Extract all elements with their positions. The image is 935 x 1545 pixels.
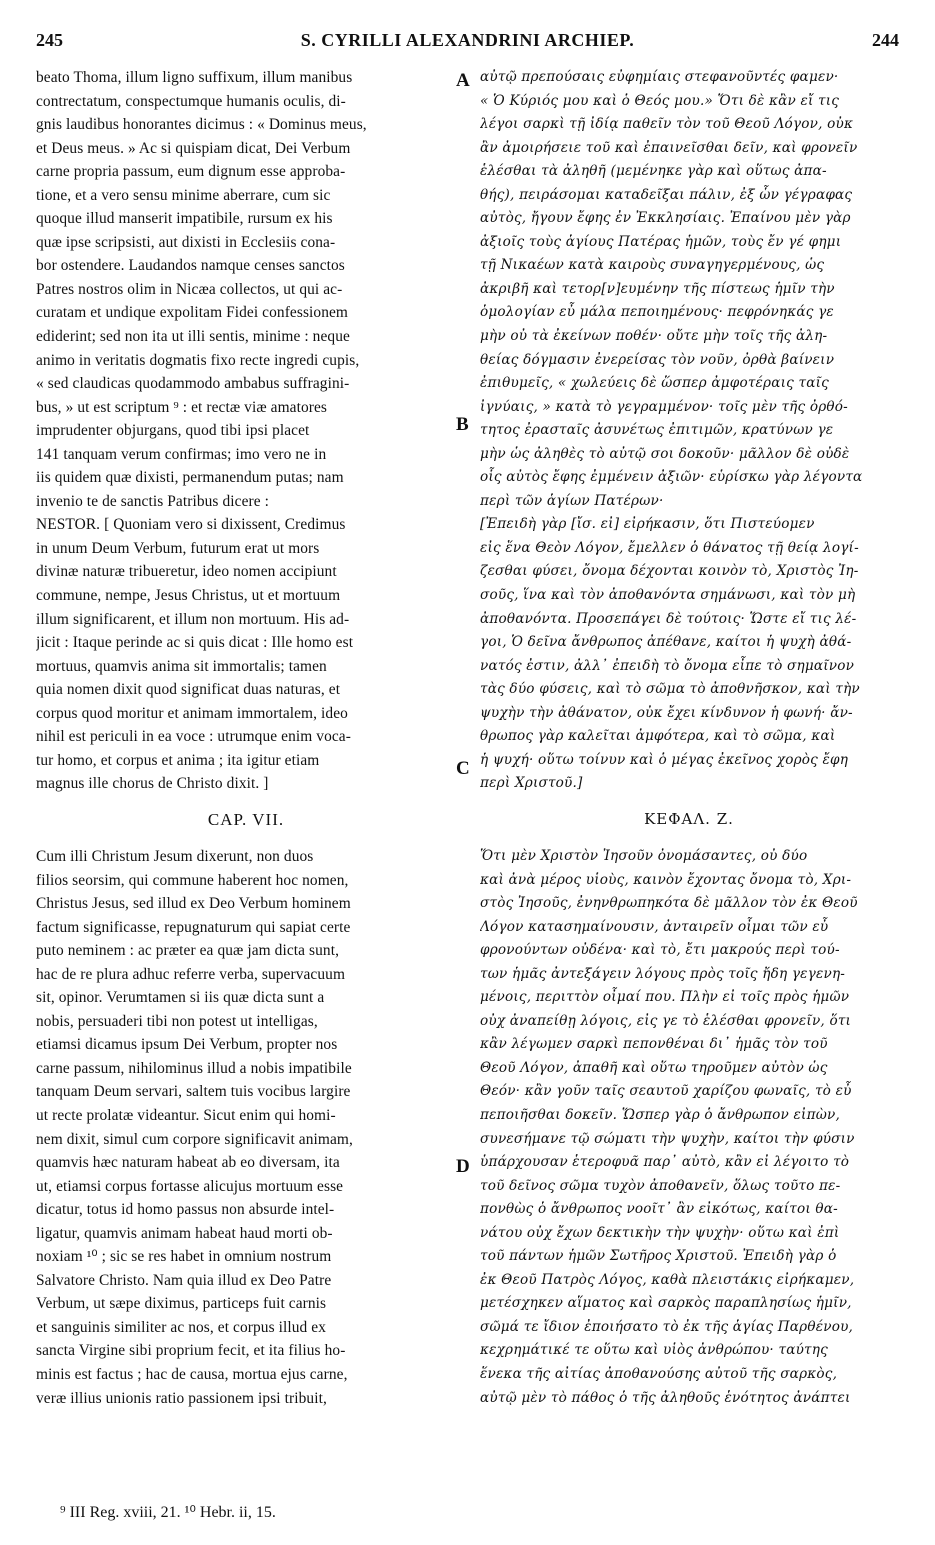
page-number-left: 245 <box>36 30 63 50</box>
text-line: puto neminem : ac præter ea quæ jam dicta sunt, <box>36 942 340 960</box>
text-line: ut recte prolatæ videantur. Sicut enim qui homi- <box>36 1106 336 1124</box>
text-line: συνεσήμανε τῷ σώματι τὴν ψυχὴν, καίτοι τὴν φύσιν <box>480 1130 855 1147</box>
text-line: 141 tanquam verum confirmas; imo vero ne in <box>36 445 327 463</box>
text-line: corpus quod moritur et animam immortalem, ideo <box>36 704 348 722</box>
text-line: περὶ τῶν ἁγίων Πατέρων· <box>480 492 664 509</box>
text-line: carne propria passum, eum dignum esse approba- <box>36 163 346 181</box>
text-line: hac de re plura adhuc referre verba, supervacuum <box>36 965 346 983</box>
text-line: Θεόν· κἂν γοῦν ταῖς σεαυτοῦ χαρίζου φωναῖς, τὸ εὖ <box>480 1083 852 1100</box>
greek-column <box>480 66 898 1410</box>
text-line: πεποιῆσθαι δοκεῖν. Ὥσπερ γὰρ ὁ ἄνθρωπον εἰπὼν, <box>480 1106 840 1123</box>
text-line: tur homo, et corpus et anima ; ita igitur etiam <box>36 751 320 769</box>
text-line: [Ἐπειδὴ γὰρ [ἴσ. εἰ] εἰρήκασιν, ὅτι Πιστεύομεν <box>480 516 815 533</box>
text-line: Cum illi Christum Jesum dixerunt, non duos <box>36 847 314 865</box>
text-line: nihil est periculi in ea voce : utrumque enim voca- <box>36 728 351 746</box>
text-line: αὐτὸς, ἤγουν ἔφης ἐν Ἐκκλησίαις. Ἐπαίνου μὲν γὰρ <box>480 210 851 227</box>
text-line: νατός ἐστιν, ἀλλ᾽ ἐπειδὴ τὸ ὄνομα εἶπε τὸ σημαῖνον <box>480 657 855 674</box>
text-line: illum significarent, et illum non mortuum. His ad- <box>36 610 350 628</box>
text-line: ἐκ Θεοῦ Πατρὸς Λόγος, καθὰ πλειστάκις εἰρήκαμεν, <box>480 1271 855 1288</box>
text-line: ψυχὴν τὴν ἀθάνατον, οὐκ ἔχει κίνδυνον ἡ φωνή· ἄν- <box>480 704 853 721</box>
text-line: σῶμά τε ἴδιον ἐποιήσατο τὸ ἐκ τῆς ἁγίας Παρθένου, <box>480 1318 854 1335</box>
text-line: ἂν ἀμοιρήσειε τοῦ καὶ ἐπαινεῖσθαι δεῖν, καὶ φρονεῖν <box>480 139 858 156</box>
text-line: ὁμολογίαν εὖ μάλα πεποιημένους· πεφρόνηκάς γε <box>480 304 834 321</box>
text-line: τοῦ δεῖνος σῶμα τυχὸν ἀποθανεῖν, ὅλως τοῦτο πε- <box>480 1177 841 1194</box>
margin-letter-d: D <box>456 1156 470 1177</box>
text-line: ἐπιθυμεῖς, « χωλεύεις δὲ ὥσπερ ἀμφοτέραις ταῖς <box>480 375 829 392</box>
text-line: μὴν οὐ τὰ ἐκείνων ποθέν· οὔτε μὴν τοῖς τῆς ἀλη- <box>480 328 828 345</box>
text-line: et Deus meus. » Ac si quispiam dicat, Dei Verbum <box>36 139 351 157</box>
text-line: ediderint; sed non ita ut illi sentis, minime : neque <box>36 328 350 346</box>
text-line: ἡ ψυχή· οὕτω τοίνυν καὶ ὁ μέγας ἐκεῖνος χορὸς ἔφη <box>480 751 849 768</box>
text-line: κεχρημάτικέ τε οὕτω καὶ υἱὸς ἀνθρώπου· ταύτης <box>480 1342 828 1359</box>
text-line: ἕνεκα τῆς αἰτίας ἀποθανούσης αὐτοῦ τῆς σαρκὸς, <box>480 1365 838 1382</box>
text-line: filios seorsim, qui commune haberent hoc nomen, <box>36 871 349 889</box>
text-line: et sanguinis similiter ac nos, et corpus illud ex <box>36 1318 327 1336</box>
text-line: θείας δόγμασιν ἐνερείσας τὸν νοῦν, ὀρθὰ βαίνειν <box>480 351 835 368</box>
text-line: οὐχ ἀναπείθῃ λόγοις, εἰς γε τὸ ἑλέσθαι φρονεῖν, ὅτι <box>480 1012 852 1029</box>
text-line: in unum Deum Verbum, futurum erat ut mors <box>36 539 320 557</box>
text-line: tanquam Deum servari, saltem tuis vocibus largire <box>36 1083 351 1101</box>
text-line: etiamsi dicamus ipsum Dei Verbum, propter nos <box>36 1036 338 1054</box>
text-line: Ὅτι μὲν Χριστὸν Ἰησοῦν ὀνομάσαντες, οὐ δύο <box>480 847 808 864</box>
text-line: noxiam ¹⁰ ; sic se res habet in omnium nostrum <box>36 1248 332 1266</box>
text-line: Λόγον κατασημαίνουσιν, ἀνταιρεῖν οἶμαι τῶν εὖ <box>480 918 829 935</box>
text-line: μὴν ὡς ἀληθὲς τὸ αὐτῷ σοι δοκοῦν· μᾶλλον δὲ οὐδὲ <box>480 445 850 462</box>
text-line: Θεοῦ Λόγον, ἀπαθῆ καὶ οὕτω τηροῦμεν αὐτὸν ὡς <box>480 1059 828 1076</box>
text-line: οἷς αὐτὸς ἔφης ἐμμένειν ἀξιῶν· εὑρίσκω γὰρ λέγοντα <box>480 469 863 486</box>
text-line: γοι, Ὁ δεῖνα ἄνθρωπος ἀπέθανε, καίτοι ἡ ψυχὴ ἀθά- <box>480 634 852 651</box>
text-line: jicit : Itaque perinde ac si quis dicat : Ille homo est <box>36 634 354 652</box>
text-line: dicatur, totus id homo passus non absurde intel- <box>36 1201 335 1219</box>
margin-letter-a: A <box>456 70 470 91</box>
text-line: NESTOR. [ Quoniam vero si dixissent, Credimus <box>36 516 346 534</box>
text-line: veræ illius unionis ratio passionem ipsi tribuit, <box>36 1389 327 1407</box>
text-line: εἰς ἕνα Θεὸν Λόγον, ἔμελλεν ὁ θάνατος τῇ θείᾳ λογί- <box>480 539 859 556</box>
text-line: bus, » ut est scriptum ⁹ : et rectæ viæ amatores <box>36 398 327 416</box>
text-line: commune, nempe, Jesus Christus, ut et mortuum <box>36 587 341 605</box>
text-line: quæ ipse scripsisti, aut dixisti in Ecclesiis cona- <box>36 233 336 251</box>
latin-text-bottom <box>36 845 456 1410</box>
text-line: ἑλέσθαι τὰ ἀληθῆ (μεμένηκε γὰρ καὶ οὕτως ἀπα- <box>480 163 827 180</box>
text-line: κἂν λέγωμεν σαρκὶ πεπονθέναι δι᾽ ἡμᾶς τὸν τοῦ <box>480 1036 828 1053</box>
latin-column <box>36 66 456 1410</box>
text-line: ἰγνύαις, » κατὰ τὸ γεγραμμένον· τοῖς μὲν τῆς ὀρθό- <box>480 398 848 415</box>
greek-text-top <box>480 66 898 796</box>
text-line: sancta Virgine sibi proprium fecit, et ita filius ho- <box>36 1342 346 1360</box>
text-line: στὸς Ἰησοῦς, ἐνηνθρωπηκότα δὲ μᾶλλον τὸν ἐκ Θεοῦ <box>480 895 858 912</box>
text-line: ἀξιοῖς τοὺς ἁγίους Πατέρας ἡμῶν, τοὺς ἔν γέ φημι <box>480 233 842 250</box>
text-line: Salvatore Christo. Nam quia illud ex Deo Patre <box>36 1271 332 1289</box>
text-line: « Ὁ Κύριός μου καὶ ὁ Θεός μου.» Ὅτι δὲ κἂν εἴ τις <box>480 92 840 109</box>
text-line: λέγοι σαρκὶ τῇ ἰδίᾳ παθεῖν τὸν τοῦ Θεοῦ Λόγον, οὐκ <box>480 116 854 133</box>
text-line: τοῦ πάντων ἡμῶν Σωτῆρος Χριστοῦ. Ἐπειδὴ γὰρ ὁ <box>480 1248 837 1265</box>
text-line: carne passum, nihilominus illud a nobis impatibile <box>36 1059 352 1077</box>
text-line: factum significasse, repugnaturum qui sapiat certe <box>36 918 351 936</box>
text-line: tione, et a vero sensu minime aberrare, cum sic <box>36 186 331 204</box>
text-line: nobis, persuaderi tibi non potest ut intelligas, <box>36 1012 318 1030</box>
text-line: ἀποθανόντα. Προσεπάγει δὲ τούτοις· Ὥστε εἴ τις λέ- <box>480 610 857 627</box>
text-line: αὐτῷ μὲν τὸ πάθος ὁ τῆς ἀληθοῦς ἑνότητος ἀνάπτει <box>480 1389 851 1406</box>
text-line: θρωπος γὰρ καλεῖται ἀμφότερα, καὶ τὸ σῶμα, καὶ <box>480 728 836 745</box>
text-line: των ἡμᾶς ἀντεξάγειν λόγους πρὸς τοῖς ἤδη γεγενη- <box>480 965 846 982</box>
text-line: τὰς δύο φύσεις, καὶ τὸ σῶμα τὸ ἀποθνῆσκον, καὶ τὴν <box>480 681 860 698</box>
greek-chapter-heading: ΚΕΦΑΛ. Ζ. <box>644 809 734 828</box>
running-title: S. CYRILLI ALEXANDRINI ARCHIEP. <box>300 30 635 50</box>
text-line: magnus ille chorus de Christo dixit. ] <box>36 775 269 793</box>
text-line: mortuus, quamvis anima sit immortalis; tamen <box>36 657 327 675</box>
text-line: nem dixit, simul cum corpore significavit animam, <box>36 1130 353 1148</box>
text-line: ζεσθαι φύσει, ὄνομα δέχονται κοινὸν τὸ, Χριστὸς Ἰη- <box>480 563 859 580</box>
text-line: gnis laudibus honorantes dicimus : « Dominus meus, <box>36 116 367 134</box>
text-line: minis est factus ; hac de causa, mortua ejus carne, <box>36 1365 348 1383</box>
text-line: πονθὼς ὁ ἄνθρωπος νοοῖτ᾽ ἂν εἰκότως, καίτοι θα- <box>480 1201 838 1218</box>
margin-letter-b: B <box>456 414 469 435</box>
text-line: θής), πειράσομαι καταδεῖξαι πάλιν, ἐξ ὧν γέγραφας <box>480 186 853 203</box>
footnotes: ⁹ III Reg. xviii, 21. ¹⁰ Hebr. ii, 15. <box>60 1504 276 1521</box>
page-number-right: 244 <box>872 30 899 50</box>
greek-text-bottom <box>480 845 898 1410</box>
text-line: ut, etiamsi corpus fortasse alicujus mortuum esse <box>36 1177 344 1195</box>
page-header <box>36 30 899 58</box>
text-line: Christus Jesus, sed illud ex Deo Verbum hominem <box>36 895 351 913</box>
text-line: μένοις, περιττὸν οἶμαί που. Πλὴν εἰ τοῖς πρὸς ἡμῶν <box>480 989 850 1006</box>
text-line: divinæ naturæ tribueretur, ideo nomen accipiunt <box>36 563 337 581</box>
latin-text-top <box>36 66 456 796</box>
text-line: contrectatum, conspectumque humanis oculis, di- <box>36 92 346 110</box>
text-line: ligatur, quamvis animam habeat haud morti ob- <box>36 1224 333 1242</box>
text-line: curatam et undique expolitam Fidei confessionem <box>36 304 349 322</box>
text-line: Verbum, ut sæpe diximus, particeps fuit carnis <box>36 1295 327 1313</box>
text-line: τητος ἐρασταῖς ἀσυνέτως ἐπιτιμῶν, κρατύνων γε <box>480 422 834 439</box>
text-line: quoque illud manserit impatibile, rursum ex his <box>36 210 333 228</box>
text-line: beato Thoma, illum ligno suffixum, illum manibus <box>36 69 353 86</box>
text-line: iis quidem quæ dixisti, permanendum putas; nam <box>36 469 344 487</box>
latin-chapter-heading: CAP. VII. <box>207 809 285 829</box>
text-line: μετέσχηκεν αἵματος καὶ σαρκὸς παραπλησίως ἡμῖν, <box>480 1295 852 1312</box>
text-line: φρονούντων οὐδένα· καὶ τὸ, ἔτι μακρούς περὶ τού- <box>480 942 840 959</box>
text-line: quamvis hæc naturam habeat ab eo diversam, ita <box>36 1154 340 1172</box>
text-line: sit, opinor. Verumtamen si iis quæ dicta sunt a <box>36 989 325 1007</box>
text-line: περὶ Χριστοῦ.] <box>480 775 583 792</box>
text-line: σοῦς, ἵνα καὶ τὸν ἀποθανόντα σημάνωσι, καὶ τὸν μὴ <box>480 587 856 604</box>
text-line: animo in veritatis dogmatis fixo recte ingredi cupis, <box>36 351 360 369</box>
text-line: invenio te de sanctis Patribus dicere : <box>36 492 269 510</box>
text-line: ὑπάρχουσαν ἑτεροφυᾶ παρ᾽ αὐτὸ, κἂν εἰ λέγοιτο τὸ <box>480 1154 850 1171</box>
text-line: νάτου οὐχ ἔχων δεκτικὴν τὴν ψυχὴν· οὕτω καὶ ἐπὶ <box>480 1224 840 1241</box>
margin-letter-c: C <box>456 758 470 779</box>
text-line: καὶ ἀνὰ μέρος υἱοὺς, καινὸν ἔχοντας ὄνομα τὸ, Χρι- <box>480 871 852 888</box>
text-line: quia nomen dixit quod significat duas naturas, et <box>36 681 341 699</box>
text-line: « sed claudicas quodammodo ambabus suffragini- <box>36 375 350 393</box>
text-line: ἀκριβῆ καὶ τετορ[ν]ευμένην τῆς πίστεως ἡμῖν τὴν <box>480 280 835 297</box>
text-line: Patres nostros olim in Nicæa collectos, ut qui ac- <box>36 280 343 298</box>
text-line: αὐτῷ πρεπούσαις εὐφημίαις στεφανοῦντές φαμεν· <box>480 69 839 85</box>
text-line: imprudenter objurgans, quod tibi ipsi placet <box>36 422 310 440</box>
text-line: τῇ Νικαέων κατὰ καιροὺς συναγηγερμένους, ὡς <box>480 257 825 274</box>
text-line: bor ostendere. Laudandos namque censes sanctos <box>36 257 345 275</box>
